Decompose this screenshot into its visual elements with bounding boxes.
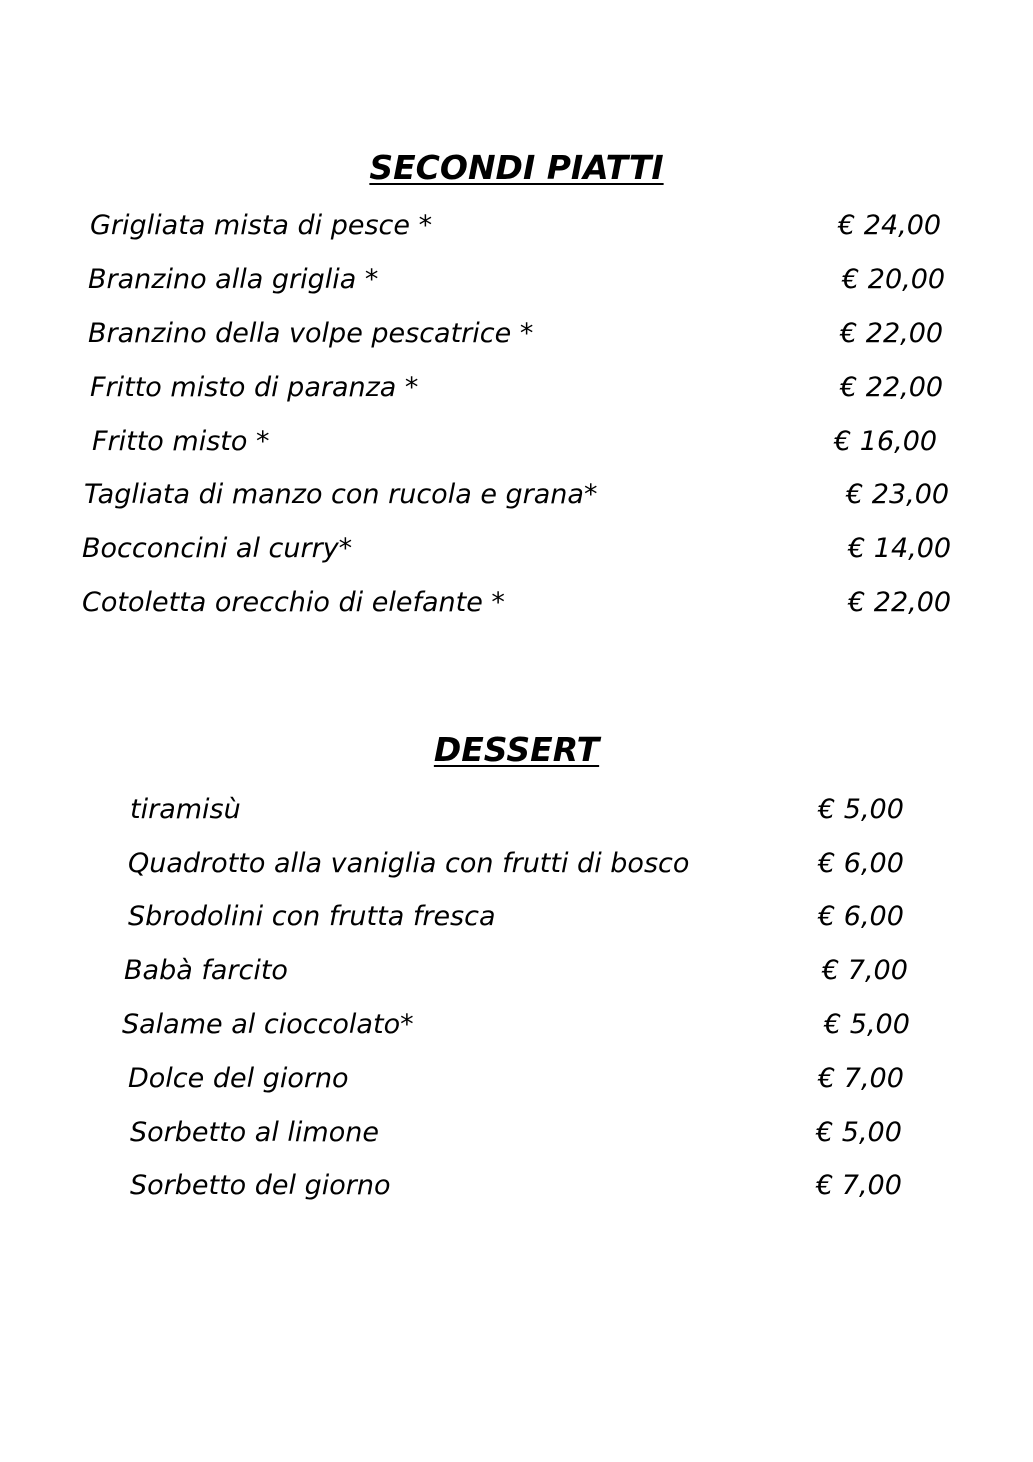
item-name: Bocconcini al curry* <box>82 533 353 564</box>
item-price: € 6,00 <box>818 901 904 932</box>
item-price: € 20,00 <box>842 264 946 295</box>
item-price: € 14,00 <box>848 533 952 564</box>
item-price: € 5,00 <box>816 1117 902 1148</box>
dessert-heading: DESSERT <box>433 730 600 769</box>
item-price: € 5,00 <box>818 794 904 825</box>
secondi-piatti-heading: SECONDI PIATTI <box>369 148 664 187</box>
item-name: Sbrodolini con frutta fresca <box>128 901 496 932</box>
item-name: Sorbetto al limone <box>130 1117 379 1148</box>
item-name: Dolce del giorno <box>128 1063 349 1094</box>
item-name: Grigliata mista di pesce * <box>90 210 433 241</box>
item-price: € 16,00 <box>834 426 938 457</box>
item-name: Salame al cioccolato* <box>122 1009 414 1040</box>
item-price: € 22,00 <box>840 318 944 349</box>
item-price: € 7,00 <box>818 1063 904 1094</box>
item-name: Babà farcito <box>124 955 288 986</box>
item-name: Fritto misto di paranza * <box>90 372 419 403</box>
item-price: € 24,00 <box>838 210 942 241</box>
item-price: € 22,00 <box>848 587 952 618</box>
item-price: € 5,00 <box>824 1009 910 1040</box>
item-name: Branzino della volpe pescatrice * <box>88 318 534 349</box>
item-name: Sorbetto del giorno <box>130 1170 391 1201</box>
item-name: Quadrotto alla vaniglia con frutti di bosco <box>128 848 690 879</box>
item-name: Branzino alla griglia * <box>88 264 379 295</box>
item-price: € 22,00 <box>840 372 944 403</box>
item-name: Cotoletta orecchio di elefante * <box>82 587 505 618</box>
item-name: Tagliata di manzo con rucola e grana* <box>84 479 598 510</box>
item-name: Fritto misto * <box>92 426 270 457</box>
item-price: € 7,00 <box>816 1170 902 1201</box>
item-name: tiramisù <box>130 794 241 825</box>
item-price: € 23,00 <box>846 479 950 510</box>
item-price: € 7,00 <box>822 955 908 986</box>
item-price: € 6,00 <box>818 848 904 879</box>
